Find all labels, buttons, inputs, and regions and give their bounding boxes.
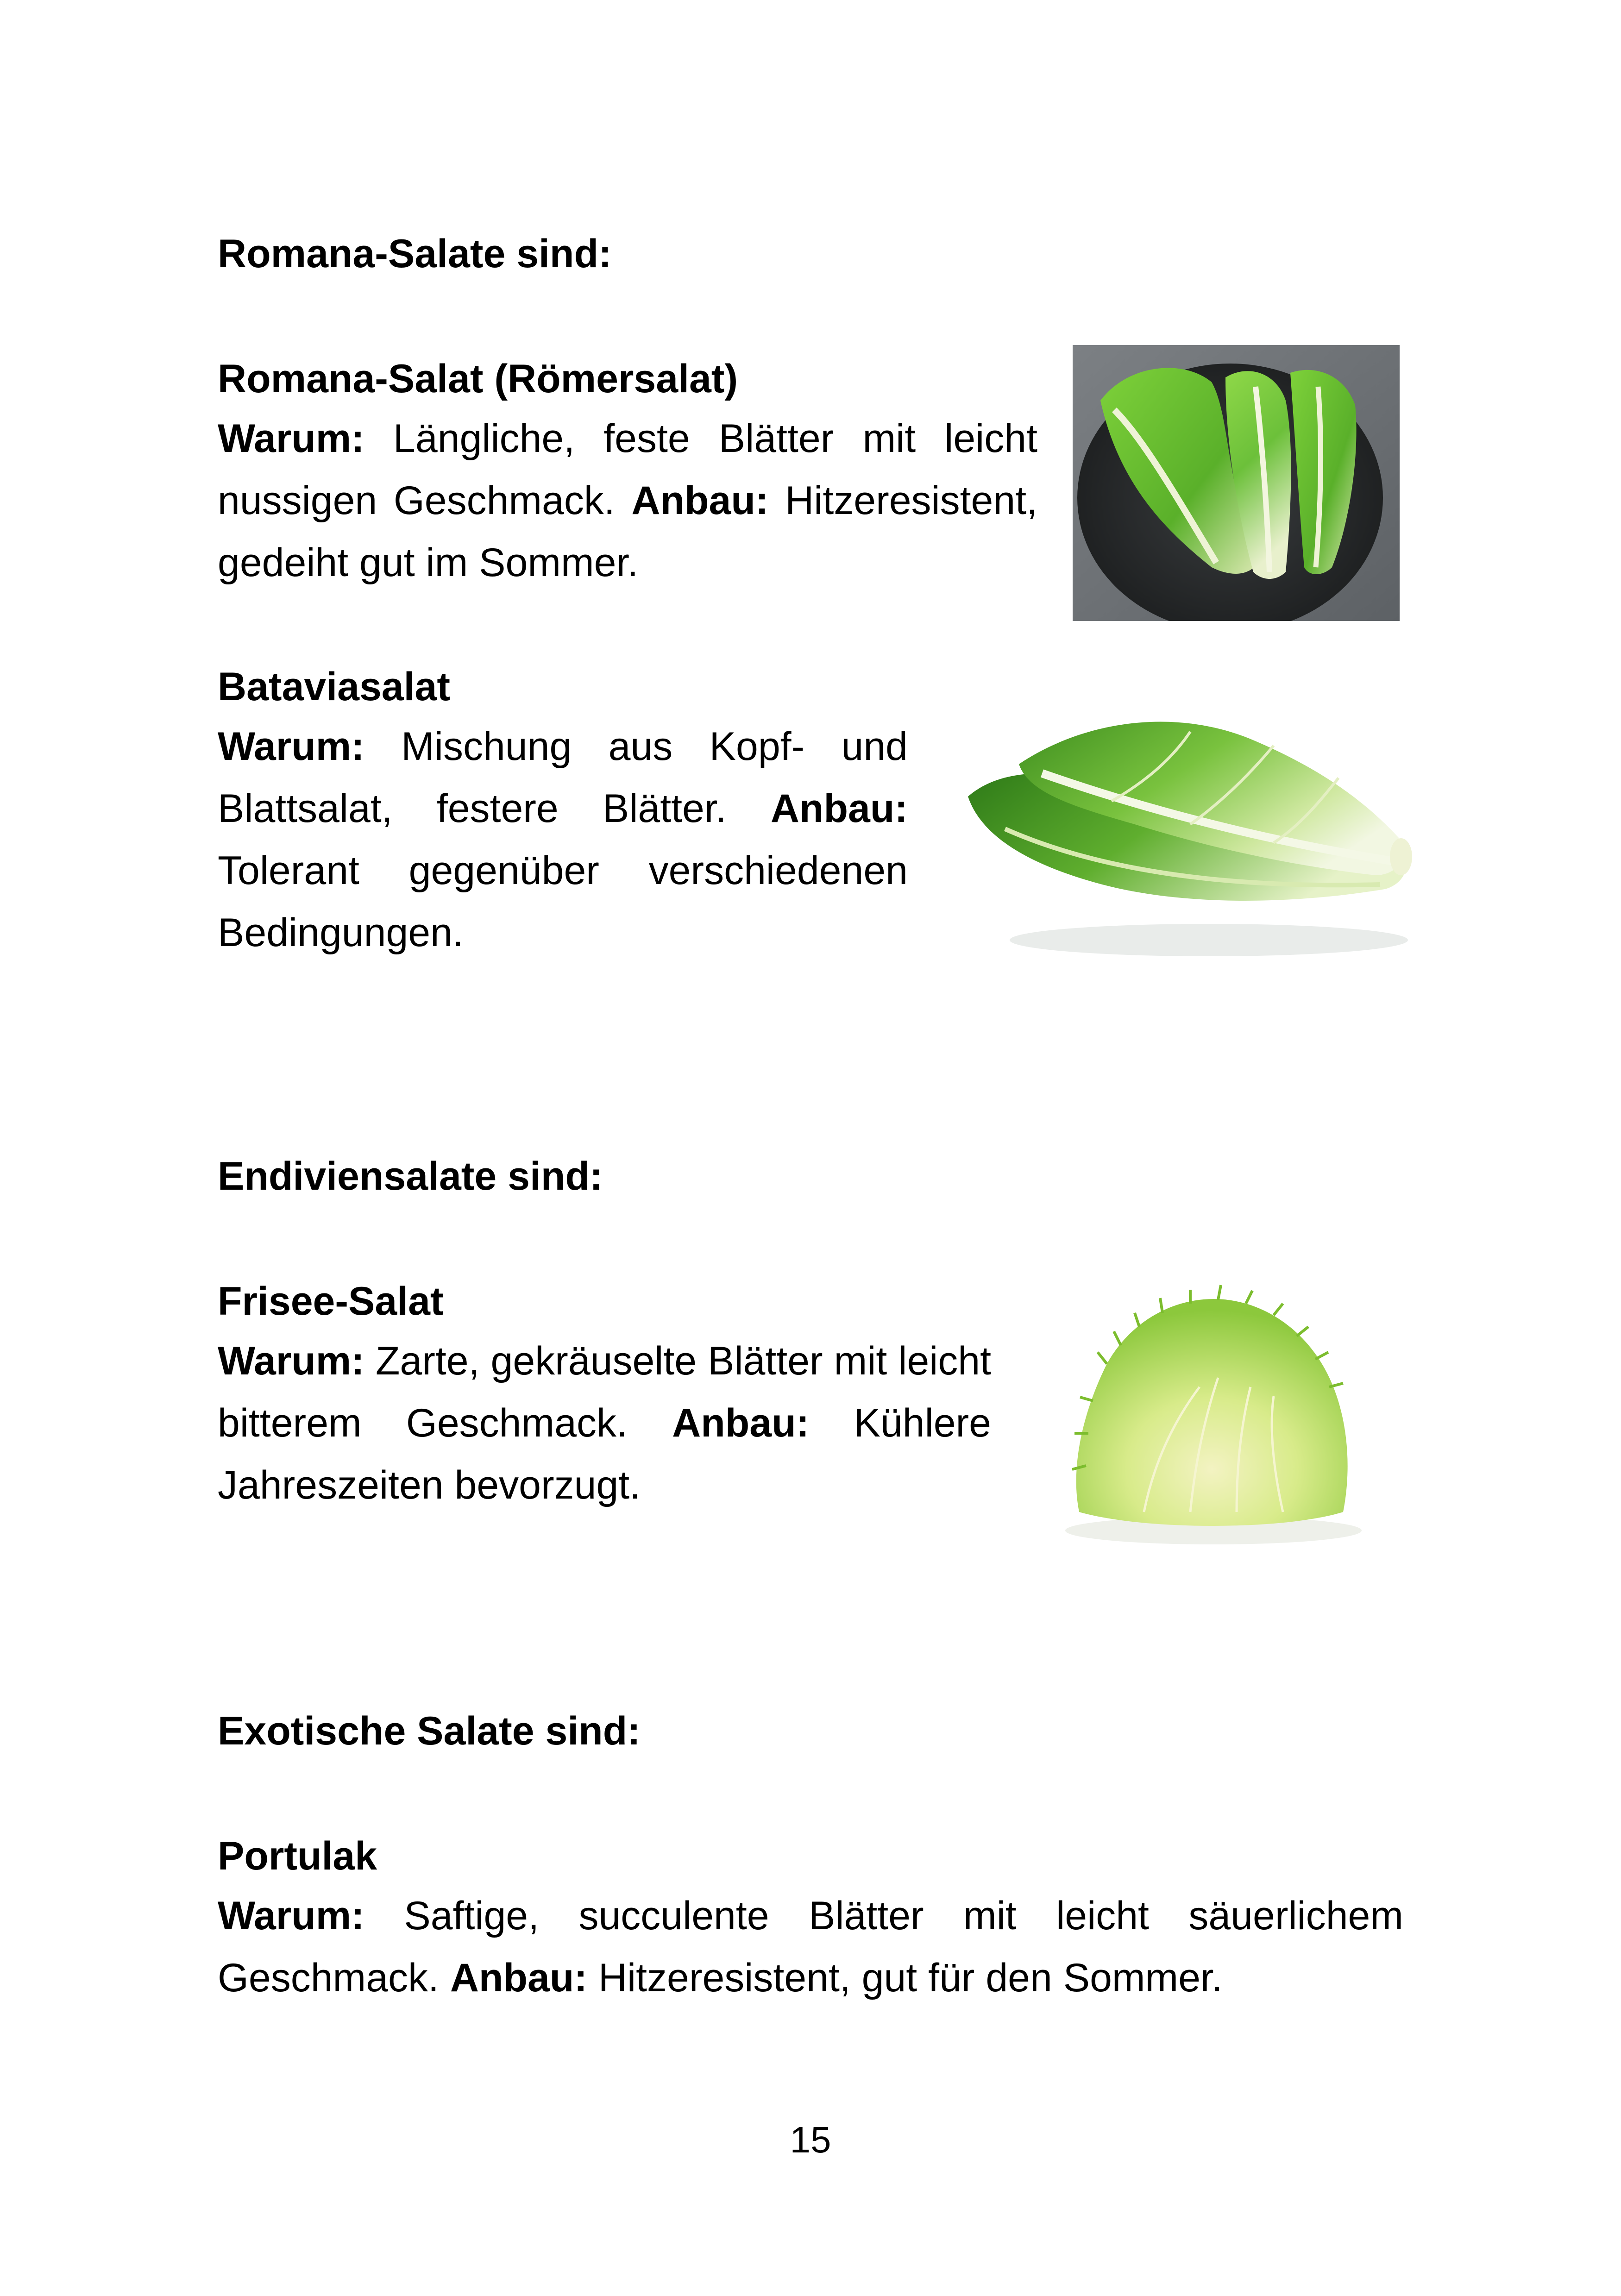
anbau-text: Hitzeresistent, gedeiht gut im Sommer. — [218, 478, 1037, 585]
entry-description-bataviasalat — [218, 715, 908, 964]
entry-description-frisee-salat — [218, 1330, 991, 1516]
anbau-text: Kühlere Jahreszeiten bevorzugt. — [218, 1401, 991, 1507]
section-heading-romana: Romana-Salate sind: — [218, 232, 612, 276]
section-heading-exotische: Exotische Salate sind: — [218, 1709, 641, 1753]
anbau-text: Tolerant gegenüber verschiedenen Bedingungen. — [218, 848, 908, 955]
warum-text: Längliche, feste Blätter mit leicht nussigen Geschmack. — [218, 416, 1037, 523]
batavia-lettuce-image — [949, 690, 1440, 963]
entry-description-romana-salat — [218, 408, 1037, 594]
warum-label: Warum: — [218, 416, 364, 461]
anbau-label: Anbau: — [672, 1401, 810, 1445]
romana-lettuce-image — [1073, 345, 1400, 621]
warum-text: Zarte, gekräuselte Blätter mit leicht bitterem Geschmack. — [218, 1339, 991, 1445]
entry-title-bataviasalat: Bataviasalat — [218, 665, 450, 709]
anbau-text: Hitzeresistent, gut für den Sommer. — [587, 1956, 1223, 2000]
warum-label: Warum: — [218, 1894, 364, 1938]
entry-title-frisee-salat: Frisee-Salat — [218, 1279, 444, 1324]
entry-description-portulak — [218, 1885, 1403, 2009]
frisee-lettuce-image — [1051, 1271, 1376, 1549]
anbau-label: Anbau: — [770, 786, 908, 831]
page-number: 15 — [790, 2119, 831, 2160]
anbau-label: Anbau: — [631, 478, 769, 523]
warum-text: Mischung aus Kopf- und Blattsalat, festere Blätter. — [218, 724, 908, 831]
section-heading-endivien: Endiviensalate sind: — [218, 1154, 603, 1198]
entry-title-romana-salat: Romana-Salat (Römersalat) — [218, 357, 738, 401]
entry-title-portulak: Portulak — [218, 1834, 377, 1878]
warum-label: Warum: — [218, 1339, 364, 1383]
anbau-label: Anbau: — [450, 1956, 587, 2000]
warum-text: Saftige, succulente Blätter mit leicht säuerlichem Geschmack. — [218, 1894, 1403, 2000]
warum-label: Warum: — [218, 724, 364, 769]
